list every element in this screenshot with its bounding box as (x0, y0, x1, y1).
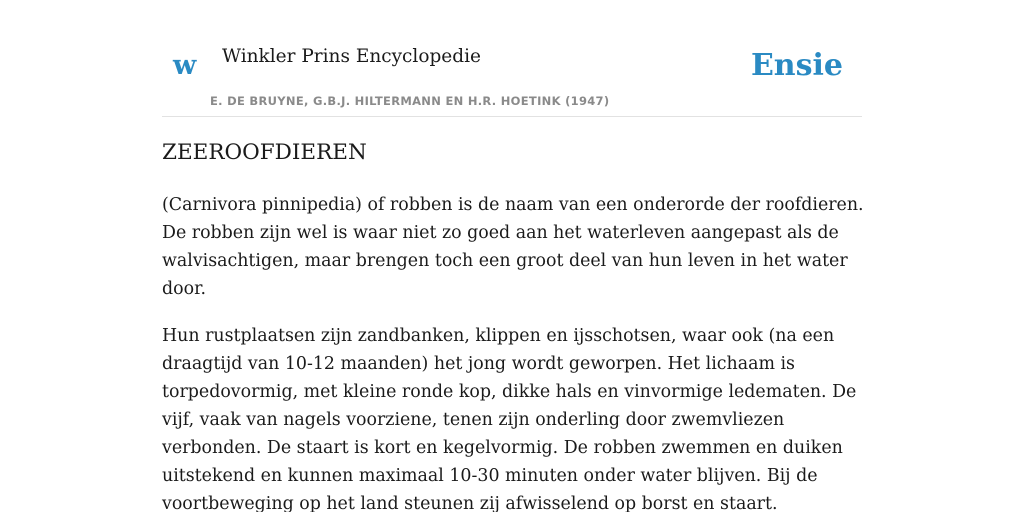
source-authors: E. DE BRUYNE, G.B.J. HILTERMANN EN H.R. HOETINK (1947) (210, 94, 610, 108)
source-header (162, 30, 862, 117)
winkler-prins-logo-icon: w (173, 50, 197, 81)
entry-paragraph: (Carnivora pinnipedia) of robben is de naam van een onderorde der roofdieren. De robben zijn wel is waar niet zo goed aan het waterleven aangepast als de walvisachtigen, maar brengen toch een groot deel van hun leven in het water door. (162, 195, 864, 299)
entry-body (162, 191, 866, 512)
ensie-brand-logo[interactable]: Ensie (750, 48, 843, 83)
source-title: Winkler Prins Encyclopedie (222, 46, 481, 67)
entry-paragraph: Hun rustplaatsen zijn zandbanken, klippen en ijsschotsen, waar ook (na een draagtijd van 10-12 maanden) het jong wordt geworpen. Het lichaam is torpedovormig, met kleine ronde kop, dikke hals en vinvormige ledematen. De vijf, vaak van nagels voorziene, tenen zijn onderling door zwemvliezen verbonden. De staart is kort en kegelvormig. De robben zwemmen en duiken uitstekend en kunnen maximaal 10-30 minuten onder water blijven. Bij de voortbeweging op het land steunen zij afwisselend op borst en staart. (162, 326, 857, 512)
entry-title: ZEEROOFDIEREN (162, 140, 367, 165)
